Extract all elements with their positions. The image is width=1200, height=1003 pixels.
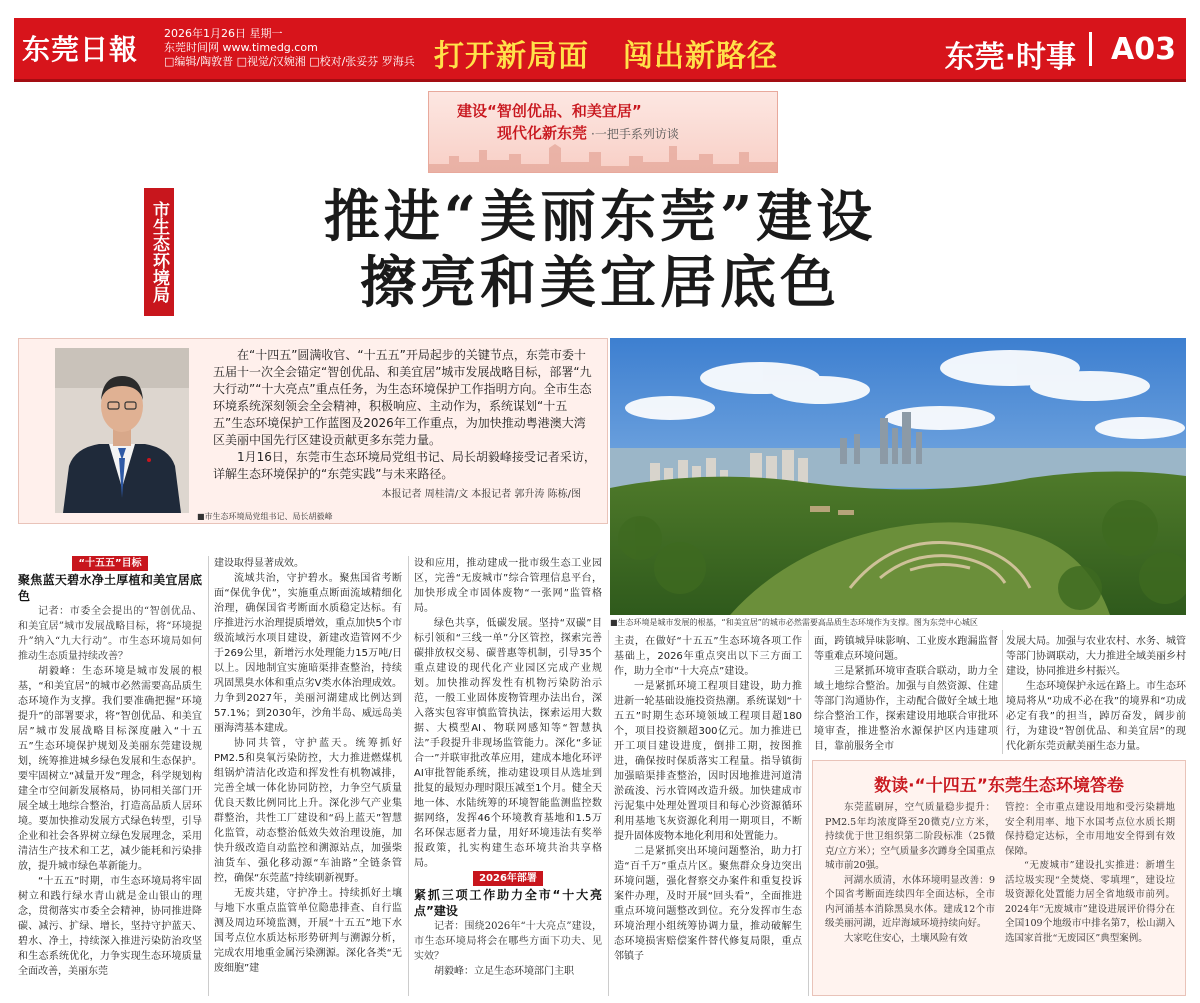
- article-column-1: [18, 556, 202, 996]
- portrait-photo: [55, 348, 189, 513]
- data-box-right-column: [1005, 801, 1175, 946]
- headline-line2: 擦亮和美宜居底色: [360, 250, 840, 316]
- data-item-wastefree: “无废城市”建设扎实推进：新增生活垃圾实现“全焚烧、零填埋”，建设垃圾资源化处置能力居全省地级市前列。2024年“无废城市”建设进展评价得分在全国109个地级市中排名第7，松山湖入选国家首批“无废园区”典型案例。: [1005, 860, 1175, 944]
- article-column-4: [614, 634, 802, 996]
- subhead-tag-1: “十五五”目标: [72, 556, 147, 571]
- column-divider: [208, 556, 209, 996]
- intro-text: [213, 347, 597, 483]
- series-title-line1: 建设“智创优品、和美宜居”: [457, 102, 642, 120]
- masthead-divider: [1089, 32, 1092, 66]
- question-1: 记者：市委全会提出的“智创优品、和美宜居”城市发展战略目标，将“环境提升”纳入“九大行动”。市生态环境局如何推动生态质量持续改善？: [18, 606, 202, 662]
- portrait-caption: ■市生态环境局党组书记、局长胡毅峰: [197, 512, 333, 521]
- col4-paragraph-2: 一是紧抓环境工程项目建设，助力推进新一轮基础设施投资热潮。系统谋划“十五五”时期生态环境领域工程项目超180个，项目投资额超300亿元。加力推进已开工项目建设进度，倒排工期，按图推进，确保按时保质落实工程量。指导镇街加强暗渠排查整治，因时因地推进河道清淤疏浚、污水管网改造升级。加快建成市污泥集中处理处置项目和每心沙资源循环利用基地飞灰资源化利用一期项目，不断提升固体废物本地化利用和处置能力。: [614, 681, 802, 842]
- article-column-5: [814, 634, 998, 754]
- col6-paragraph-2: 生态环境保护永远在路上。市生态环境局将从“功成不必在我”的境界和“功成必定有我”的担当，踔厉奋发，阔步前行，为建设“智创优品、和美宜居”的现代化新东莞贡献美丽生态力量。: [1006, 681, 1186, 752]
- slogan-part-2: 闯出新路径: [623, 39, 778, 74]
- page-number: A03: [1111, 32, 1176, 67]
- col5-paragraph-1: 面，跨镇城异味影响、工业废水跑漏监督等重难点环境问题。: [814, 636, 998, 662]
- col6-paragraph-1: 发展大局。加强与农业农村、水务、城管等部门协调联动，大力推进全域美丽乡村建设，协同推进乡村振兴。: [1006, 636, 1186, 677]
- col2-paragraph-2: 流域共治，守护碧水。聚焦国省考断面“保优争优”，实施重点断面流域精细化治理，确保国省考断面水质稳定达标。有序推进污水治理提质增效，重点加快5个市级流域污水项目建设，新建改造管网不少于269公里，新增污水处理能力15万吨/日以上。因地制宜实施暗渠排查整治，持续巩固黑臭水体和重点劣Ⅴ类水体治理成效。力争到2027年，美丽河湖建成比例达到57.1%；到2030年，沙角半岛、威远岛美丽海湾基本建成。: [214, 573, 402, 734]
- col3-paragraph-2: 绿色共享，低碳发展。坚持“双碳”目标引领和“三线一单”分区管控，探索完善碳排放权交易、碳普惠等机制，引导35个重点建设的现代化产业园区完成产业规划。加快推动挥发性有机物污染防治示范，一般工业固体废物管理办法出台，深入落实包容审慎监管执法，探索运用大数据、大模型AI、物联网感知等“智慧执法”手段提升非现场监管能力。深化“多证合一”并联审批改革应用，建成本地化环评AI审批智能系统，推动建设项目从选址到批复的最短办理时限压减至1个月。健全天地一体、水陆统筹的环境智能监测监控数据网络，发挥46个环境教育基地和1.5万名环保志愿者力量，用好环境违法有奖举报政策，扎实构建生态环境共治共享格局。: [414, 618, 602, 869]
- masthead-slogan: [434, 31, 778, 75]
- subhead-tag-wrap: [414, 871, 602, 886]
- skyline-illustration: [429, 142, 778, 172]
- data-item-water: 河湖水质清，水体环境明显改善：9个国省考断面连续四年全面达标，全市内河涌基本消除黑臭水体。建成12个市级美丽河湖，近岸海域环境持续向好。: [825, 874, 995, 929]
- article-column-3: [414, 556, 602, 996]
- intro-paragraph-2: 1月16日，东莞市生态环境局党组书记、局长胡毅峰接受记者采访，详解生态环境保护的“东莞实践”与未来路径。: [213, 450, 596, 481]
- website: 东莞时间网 www.timedg.com: [164, 41, 318, 54]
- subhead-2: 紧抓三项工作助力全市“十大亮点”建设: [414, 888, 602, 918]
- photo-caption: ■生态环境是城市发展的根基，“和美宜居”的城市必然需要高品质生态环境作为支撑。图为东莞中心城区: [610, 618, 978, 627]
- column-divider: [408, 556, 409, 996]
- col3-paragraph-1: 设和应用，推动建成一批市级生态工业园区，完善“无废城市”综合管理信息平台，加快形成全市固体废物“一张网”监管格局。: [414, 558, 602, 614]
- col5-paragraph-2: 三是紧抓环境审查联合联动，助力全域土地综合整治。加强与自然资源、住建等部门沟通协作，主动配合做好全域土地综合整治工作，探索建设用地联合审批环境审查，推进整治水源保护区内违建项目，靠前服务全市: [814, 666, 998, 752]
- masthead-info: [164, 27, 415, 69]
- intro-box: [18, 338, 608, 524]
- article-column-2: [214, 556, 402, 996]
- byline: 本报记者 周桂清/文 本报记者 郭升涛 陈栋/图: [381, 489, 581, 500]
- data-box-left-column: [825, 801, 995, 946]
- column-divider: [808, 630, 809, 996]
- answer-1-paragraph-1: 胡毅峰：生态环境是城市发展的根基，“和美宜居”的城市必然需要高品质生态环境作为支撑。我们要准确把握“环境提升”的部署要求，将“智创优品、和美宜居”城市发展战略目标深度融入“十五五”生态环境保护规划及美丽东莞建设规划，统筹推进城乡绿色发展和生态保护。要牢固树立“减量开发”理念，科学规划构建全市空间新发展格局，协同相关部门开展全域土地综合整治，打造高品质人居环境。要加快推动发展方式绿色转型，引导企业和社会各界树立绿色发展理念，采用清洁生产技术和工艺，减少能耗和污染排放，提升城市绿色革新能力。: [18, 666, 202, 872]
- department-tag: 市生态环境局: [144, 188, 174, 316]
- data-box: [812, 760, 1186, 996]
- issue-date: 2026年1月26日 星期一: [164, 27, 283, 40]
- data-item-soil-end: 管控：全市重点建设用地和受污染耕地安全利用率、地下水国考点位水质长期保持稳定达标，全市用地安全得到有效保障。: [1005, 802, 1175, 857]
- editors-line: □编辑/陶敦普 □视觉/汉婉湘 □校对/张妥芬 罗海兵: [164, 55, 415, 68]
- headline-line1: 推进“美丽东莞”建设: [323, 184, 877, 250]
- series-banner: [428, 91, 778, 173]
- column-divider: [1002, 630, 1003, 754]
- subhead-tag-wrap: [18, 556, 202, 571]
- column-divider: [608, 630, 609, 996]
- data-item-soil-start: 大家吃住安心，土壤风险有效: [844, 932, 968, 944]
- data-item-air: 东莞蓝刷屏，空气质量稳步提升：PM2.5年均浓度降至20微克/立方米，持续优于世卫组织第二阶段标准（25微克/立方米）；空气质量多次蹲身全国重点城市前20强。: [825, 802, 995, 871]
- intro-paragraph-1: 在“十四五”圆满收官、“十五五”开局起步的关键节点，东莞市委十五届十一次全会锚定“智创优品、和美宜居”城市发展战略目标，部署“九大行动”“十大亮点”重点任务，为生态环境保护工作指明方向。全市生态环境系统深刻领会全会精神，积极响应、主动作为，系统谋划“十五五”生态环境保护工作蓝图及2026年工作重点，为加快推动粤港澳大湾区美丽中国先行区建设贡献更多东莞力量。: [213, 348, 592, 447]
- headline: [190, 184, 1010, 316]
- article-column-6: [1006, 634, 1186, 754]
- col4-paragraph-1: 主责，在做好“十五五”生态环境各项工作基础上，2026年重点突出以下三方面工作，助力全市“十大亮点”建设。: [614, 636, 802, 677]
- series-title-line2: [497, 122, 679, 143]
- col4-paragraph-3: 二是紧抓突出环境问题整治，助力打造“百千万”重点片区。聚焦群众身边突出环境问题，强化督察交办案件和重复投诉案件办理，及时开展“回头看”，全面推进重点环境问题整改到位。充分发挥市生态环境治理小组统筹协调力量，推动破解生态环境损害赔偿案件替代修复局限，重点邻镇子: [614, 846, 802, 962]
- question-2: 记者：围绕2026年“十大亮点”建设，市生态环境局将会在哪些方面下功夫、见实效？: [414, 921, 602, 962]
- answer-1-paragraph-2: “十五五”时期，市生态环境局将牢固树立和践行绿水青山就是金山银山的理念，贯彻落实市委全会精神，协同推进降碳、减污、扩绿、增长，坚持守护蓝天、碧水、净土，持续深入推进污染防治攻坚和生态系统优化，力争实现生态环境质量全面改善，美丽东莞: [18, 876, 202, 977]
- answer-2: 胡毅峰：立足生态环境部门主职: [434, 966, 574, 977]
- col2-paragraph-1: 建设取得显著成效。: [214, 558, 304, 569]
- subhead-tag-2: 2026年部署: [473, 871, 543, 886]
- series-title-suffix: ·一把手系列访谈: [591, 127, 679, 141]
- col2-paragraph-3: 协同共管，守护蓝天。统筹抓好PM2.5和臭氧污染防控，大力推进燃煤机组锅炉清洁化改造和挥发性有机物减排，完善全域一体化协同防控，力争空气质量优良天数比例同比上升。深化涉气产业集群整治，共性工厂建设和“码上蓝天”智慧化监管，动态整治低效失效治理设施，加快升级改造自动监控和溯源站点，加强柴油货车、强化移动源“车油路”全链条管控，确保“东莞蓝”持续刷新视野。: [214, 738, 402, 884]
- slogan-part-1: 打开新局面: [434, 39, 589, 74]
- subhead-1: 聚焦蓝天碧水净土厚植和美宜居底色: [18, 573, 202, 603]
- data-box-title: 数读·“十四五”东莞生态环境答卷: [874, 776, 1124, 796]
- city-aerial-photo: [610, 338, 1186, 615]
- col2-paragraph-4: 无废共建，守护净土。持续抓好土壤与地下水重点监管单位隐患排查、自行监测及周边环境监测，开展“十五五”地下水国考点位水质达标形势研判与溯源分析，完成农用地重金属污染溯源。深化各类“无废细胞”建: [214, 888, 402, 974]
- newspaper-logo: 东莞日報: [22, 33, 139, 66]
- section-name: 东莞·时事: [944, 40, 1076, 75]
- masthead: [14, 18, 1186, 82]
- series-title-main: 现代化新东莞: [497, 124, 588, 142]
